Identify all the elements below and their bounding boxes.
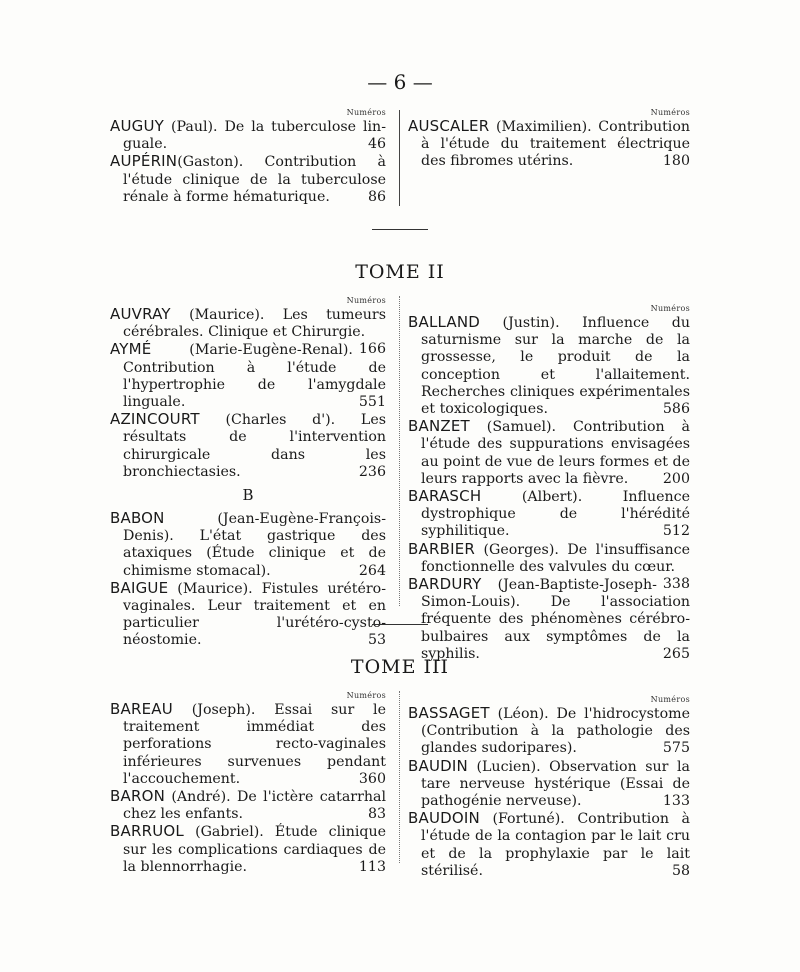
column-separator — [399, 110, 400, 206]
entry-title: (Jean-Eugène-François-Denis). L'état gastrique des ataxiques (Étude clinique et de chimisme stomacal). — [123, 511, 386, 579]
entry-author: BAIGUE — [110, 578, 169, 597]
section-tome-1-continued — [110, 108, 690, 206]
numeros-label: Numéros — [346, 691, 386, 700]
letter-heading-b: B — [242, 486, 254, 505]
index-entry — [110, 510, 386, 580]
tome-3-title: TOME III — [350, 656, 450, 678]
numeros-label: Numéros — [346, 108, 386, 117]
entry-number: 83 — [367, 806, 386, 823]
entry-number: 86 — [367, 188, 386, 205]
index-entry — [408, 576, 690, 663]
entry-author: AUGUY — [110, 117, 165, 135]
numeros-label: Numéros — [650, 695, 690, 704]
entry-title: (Georges). De l'insuffisance fonctionnelle des valvules du cœur. — [421, 541, 690, 575]
index-entry — [110, 580, 386, 650]
entry-author: BASSAGET — [408, 704, 490, 722]
entry-author: AUVRAY — [110, 305, 171, 323]
entry-title: (Fortuné). Contribution à l'étude de la contagion par le lait cru et de la prophylaxie par le lait stérilisé. — [421, 811, 690, 879]
entry-title: (Gabriel). Étude clinique sur les complications cardiaques de la blennorrhagie. — [123, 824, 386, 875]
index-entry — [408, 758, 690, 811]
entry-author: BARDURY — [408, 575, 482, 594]
section-tome-3 — [110, 691, 690, 880]
entry-number: 133 — [662, 793, 690, 810]
entry-number: 236 — [358, 463, 386, 480]
column-right — [408, 108, 690, 206]
entry-author: BAREAU — [110, 700, 173, 718]
entry-number: 113 — [358, 858, 386, 875]
entry-number: 166 — [358, 341, 386, 358]
column-left — [110, 691, 386, 880]
entry-author: AYMÉ — [110, 340, 152, 359]
entry-number: 264 — [358, 562, 386, 579]
entry-author: BARRUOL — [110, 822, 184, 841]
entry-title: (Lucien). Observation sur la tare nerveuse hystérique (Essai de pathogénie nerveuse). — [421, 758, 690, 810]
section-rule — [372, 229, 428, 230]
entry-title: (Maurice). Fistules urétéro-vaginales. Leur traitement et en particulier l'urétéro-cysto-néostomie. — [123, 580, 386, 649]
entry-number: 575 — [662, 740, 690, 757]
numeros-label: Numéros — [650, 304, 690, 313]
entry-title: (Maximilien). Contribution à l'étude du traitement électrique des fibromes utérins. — [421, 119, 690, 170]
entry-number: 46 — [367, 136, 386, 153]
entry-title: (André). De l'ictère catarrhal chez les enfants. — [123, 789, 386, 823]
entry-title: (Charles d'). Les résultats de l'intervention chirurgicale dans les bronchiectasies. — [123, 412, 386, 480]
entry-number: 360 — [358, 770, 386, 787]
index-entry — [110, 118, 386, 153]
index-entry — [110, 153, 386, 206]
section-tome-2 — [110, 296, 690, 663]
column-separator — [399, 296, 400, 606]
entry-number: 512 — [662, 523, 690, 540]
column-left — [110, 296, 386, 663]
index-entry — [408, 488, 690, 541]
entry-author: AUSCALER — [408, 117, 490, 135]
index-entry — [110, 341, 386, 411]
index-entry — [110, 701, 386, 788]
entry-author: BABON — [110, 509, 165, 528]
index-entry — [110, 411, 386, 481]
entry-title: (Joseph). Essai sur le traitement immédiat des perforations recto-vaginales inférieures survenues pendant l'accouchement. — [123, 702, 386, 787]
entry-author: BAUDIN — [408, 756, 468, 775]
column-right — [408, 691, 690, 880]
entry-number: 53 — [367, 632, 386, 649]
entry-title: (Samuel). Contribution à l'étude des suppurations envisagées au point de vue de leurs formes et de leurs rapports avec la fièvre. — [421, 419, 690, 487]
index-entry — [408, 314, 690, 418]
entry-title: (Paul). De la tuberculose lin-guale. — [123, 119, 386, 153]
index-entry — [110, 823, 386, 876]
section-rule — [372, 624, 428, 625]
column-left — [110, 108, 386, 206]
numeros-label: Numéros — [650, 108, 690, 117]
entry-title: (Gaston). Contribution à l'étude clinique de la tuberculose rénale à forme hématurique. — [123, 154, 386, 205]
entry-number: 551 — [358, 394, 386, 411]
entry-author: BARASCH — [408, 487, 482, 506]
entry-title: (Léon). De l'hidrocystome (Contribution à la pathologie des glandes sudoripares). — [421, 706, 690, 757]
column-separator — [399, 691, 400, 863]
page-number: — 6 — — [367, 70, 433, 94]
entry-title: (Maurice). Les tumeurs cérébrales. Clinique et Chirurgie. — [123, 307, 386, 341]
entry-number: 586 — [662, 401, 690, 418]
index-entry — [408, 418, 690, 488]
index-entry — [110, 788, 386, 823]
tome-2-title: TOME II — [355, 261, 445, 283]
index-entry — [408, 810, 690, 880]
entry-number: 338 — [662, 576, 690, 593]
entry-author: BANZET — [408, 417, 470, 436]
entry-number: 58 — [671, 862, 690, 879]
entry-number: 265 — [662, 645, 690, 662]
entry-number: 200 — [662, 470, 690, 487]
entry-title: (Albert). Influence dystrophique de l'hérédité syphilitique. — [421, 489, 690, 540]
entry-author: BARON — [110, 787, 166, 806]
entry-author: AUPÉRIN — [110, 152, 178, 171]
entry-author: BALLAND — [408, 313, 481, 331]
numeros-label: Numéros — [346, 296, 386, 305]
entry-author: BARBIER — [408, 539, 475, 558]
entry-number: 180 — [662, 153, 690, 170]
column-right — [408, 296, 690, 663]
index-entry — [408, 705, 690, 758]
entry-author: BAUDOIN — [408, 809, 480, 828]
entry-title: (Marie-Eugène-Renal). Contribution à l'étude de l'hypertrophie de l'amygdale linguale. — [123, 342, 386, 411]
entry-title: (Justin). Influence du saturnisme sur la marche de la grossesse, le produit de la conception et l'allaitement. Recherches cliniques expérimentales et toxicologiques. — [421, 315, 690, 418]
entry-title: (Jean-Baptiste-Joseph-Simon-Louis). De l'association fréquente des phénomènes cérébro-bulbaires aux symptômes de la syphilis. — [421, 577, 690, 662]
entry-author: AZINCOURT — [110, 410, 200, 429]
index-entry — [408, 118, 690, 171]
